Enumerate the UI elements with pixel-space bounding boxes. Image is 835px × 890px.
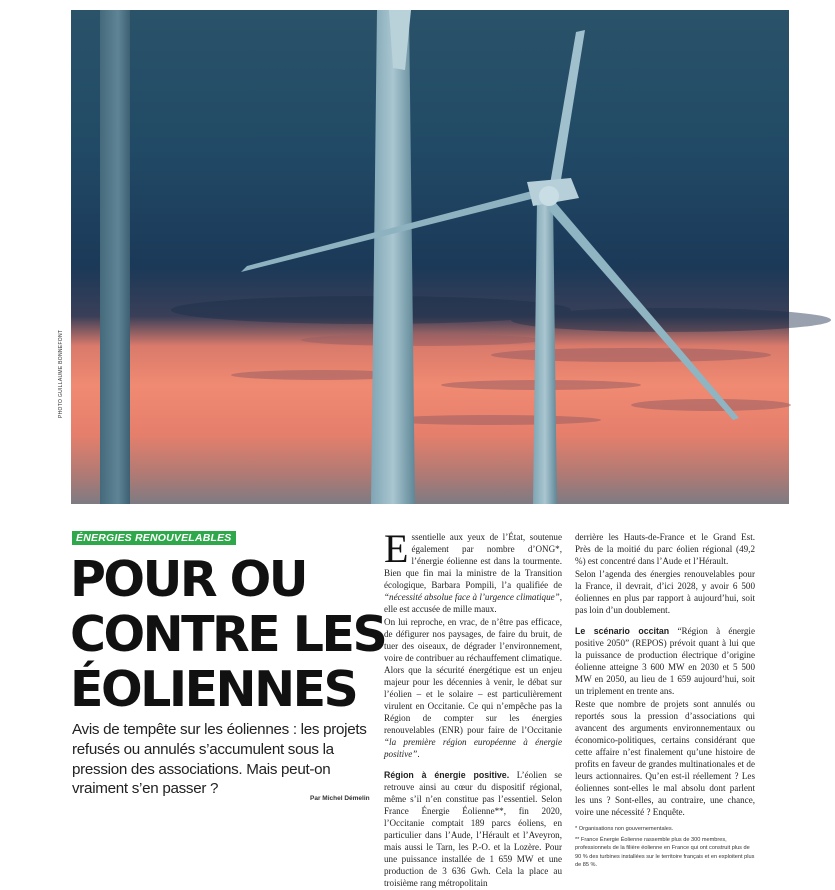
body-column-1	[384, 526, 563, 890]
drop-cap: E	[384, 526, 409, 571]
paragraph: On lui reproche, en vrac, de n’être pas efficace, de défigurer nos paysages, de faire du bruit, de tuer des oiseaux, de dégrader l’environnement, voire de contribuer au réchauffement climatique. Alors que la sécurité énergétique est un enjeu majeur pour les décennies à venir, le débat sur l’éolien – et le solaire – est particulièrement virulent en Occitanie. Ce qui n’empêche pas la Région de compter sur les énergies renouvelables (ENR) pour faire de l’Occitanie “la première région européenne à énergie positive”.	[384, 617, 562, 759]
wind-turbines-photo	[71, 10, 789, 504]
footnote: ** France Énergie Éolienne rassemble plus de 300 membres, professionnels de la filière éolienne en France qui ont construit plus de 90 % des turbines installées sur le territoire français et en exploitent plus de 85 %.	[575, 836, 755, 868]
section-kicker: ÉNERGIES RENOUVELABLES	[72, 531, 236, 545]
paragraph: Le scénario occitan “Région à énergie positive 2050” (REPOS) prévoit quant à lui que la puissance de production électrique d’origine éolienne atteigne 3 600 MW en 2030 et 5 500 MW en 2050, au lieu de 1 659 aujourd’hui, soit un triplement en trente ans.	[575, 626, 755, 696]
headline-line-3: ÉOLIENNES	[70, 661, 357, 718]
footnotes	[575, 825, 757, 872]
footnote: * Organisations non gouvernementales.	[575, 826, 674, 832]
paragraph: Reste que nombre de projets sont annulés ou reportés sous la pression d’associations qui avancent des arguments environnementaux ou économico-politiques, certains considérant que cette affaire n’est finalement qu’une histoire de profits en faveur de grandes multinationales et de leurs actionnaires. Qu’en est-il réellement ? Les éoliennes sont-elles le mal absolu dont parlent les uns ? Sont-elles, au contraire, une chance, voire une nécessité ? Enquête.	[575, 699, 755, 817]
paragraph: Région à énergie positive. L’éolien se retrouve ainsi au cœur du dispositif régional, même s’il n’en constitue pas l’essentiel. Selon France Énergie Éolienne**, fin 2020, l’Occitanie comptait 189 parcs éoliens, en particulier dans l’Aude, l’Hérault et l’Aveyron, mais aussi le Tarn, les P.-O. et la Lozère. Pour une puissance installée de 1 659 MW et une production de 3 636 Gwh. Cela la place au troisième rang métropolitain	[384, 770, 563, 888]
byline: Par Michel Démelin	[310, 795, 370, 802]
headline-line-1: POUR OU	[70, 551, 307, 608]
paragraph: Essentielle aux yeux de l’État, soutenue également par nombre d’ONG*, l’énergie éolienne est dans la tourmente. Bien que fin mai la ministre de la Transition écologique, Barbara Pompili, l’a qualifiée de “nécessité absolue face à l’urgence climatique”, elle est accusée de mille maux.	[384, 526, 562, 614]
headline-line-2: CONTRE LES	[70, 606, 386, 663]
paragraph: derrière les Hauts-de-France et le Grand Est. Près de la moitié du parc éolien régional (49,2 %) est concentré dans l’Aude et l’Hérault.	[575, 532, 755, 566]
body-column-2	[575, 531, 755, 819]
subheading: Région à énergie positive.	[384, 770, 510, 780]
subheading: Le scénario occitan	[575, 626, 670, 636]
headline	[70, 551, 386, 718]
photo-credit: PHOTO GUILLAUME BONNEFONT	[58, 329, 64, 418]
paragraph: Selon l’agenda des énergies renouvelables pour la France, il devrait, d’ici 2028, y avoir 6 500 éoliennes en plus par rapport à aujourd’hui, soit pas loin d’un doublement.	[575, 569, 755, 615]
standfirst: Avis de tempête sur les éoliennes : les projets refusés ou annulés s’accumulent sous la pression des associations. Mais peut-on vraiment s’en passer ?	[72, 721, 367, 798]
